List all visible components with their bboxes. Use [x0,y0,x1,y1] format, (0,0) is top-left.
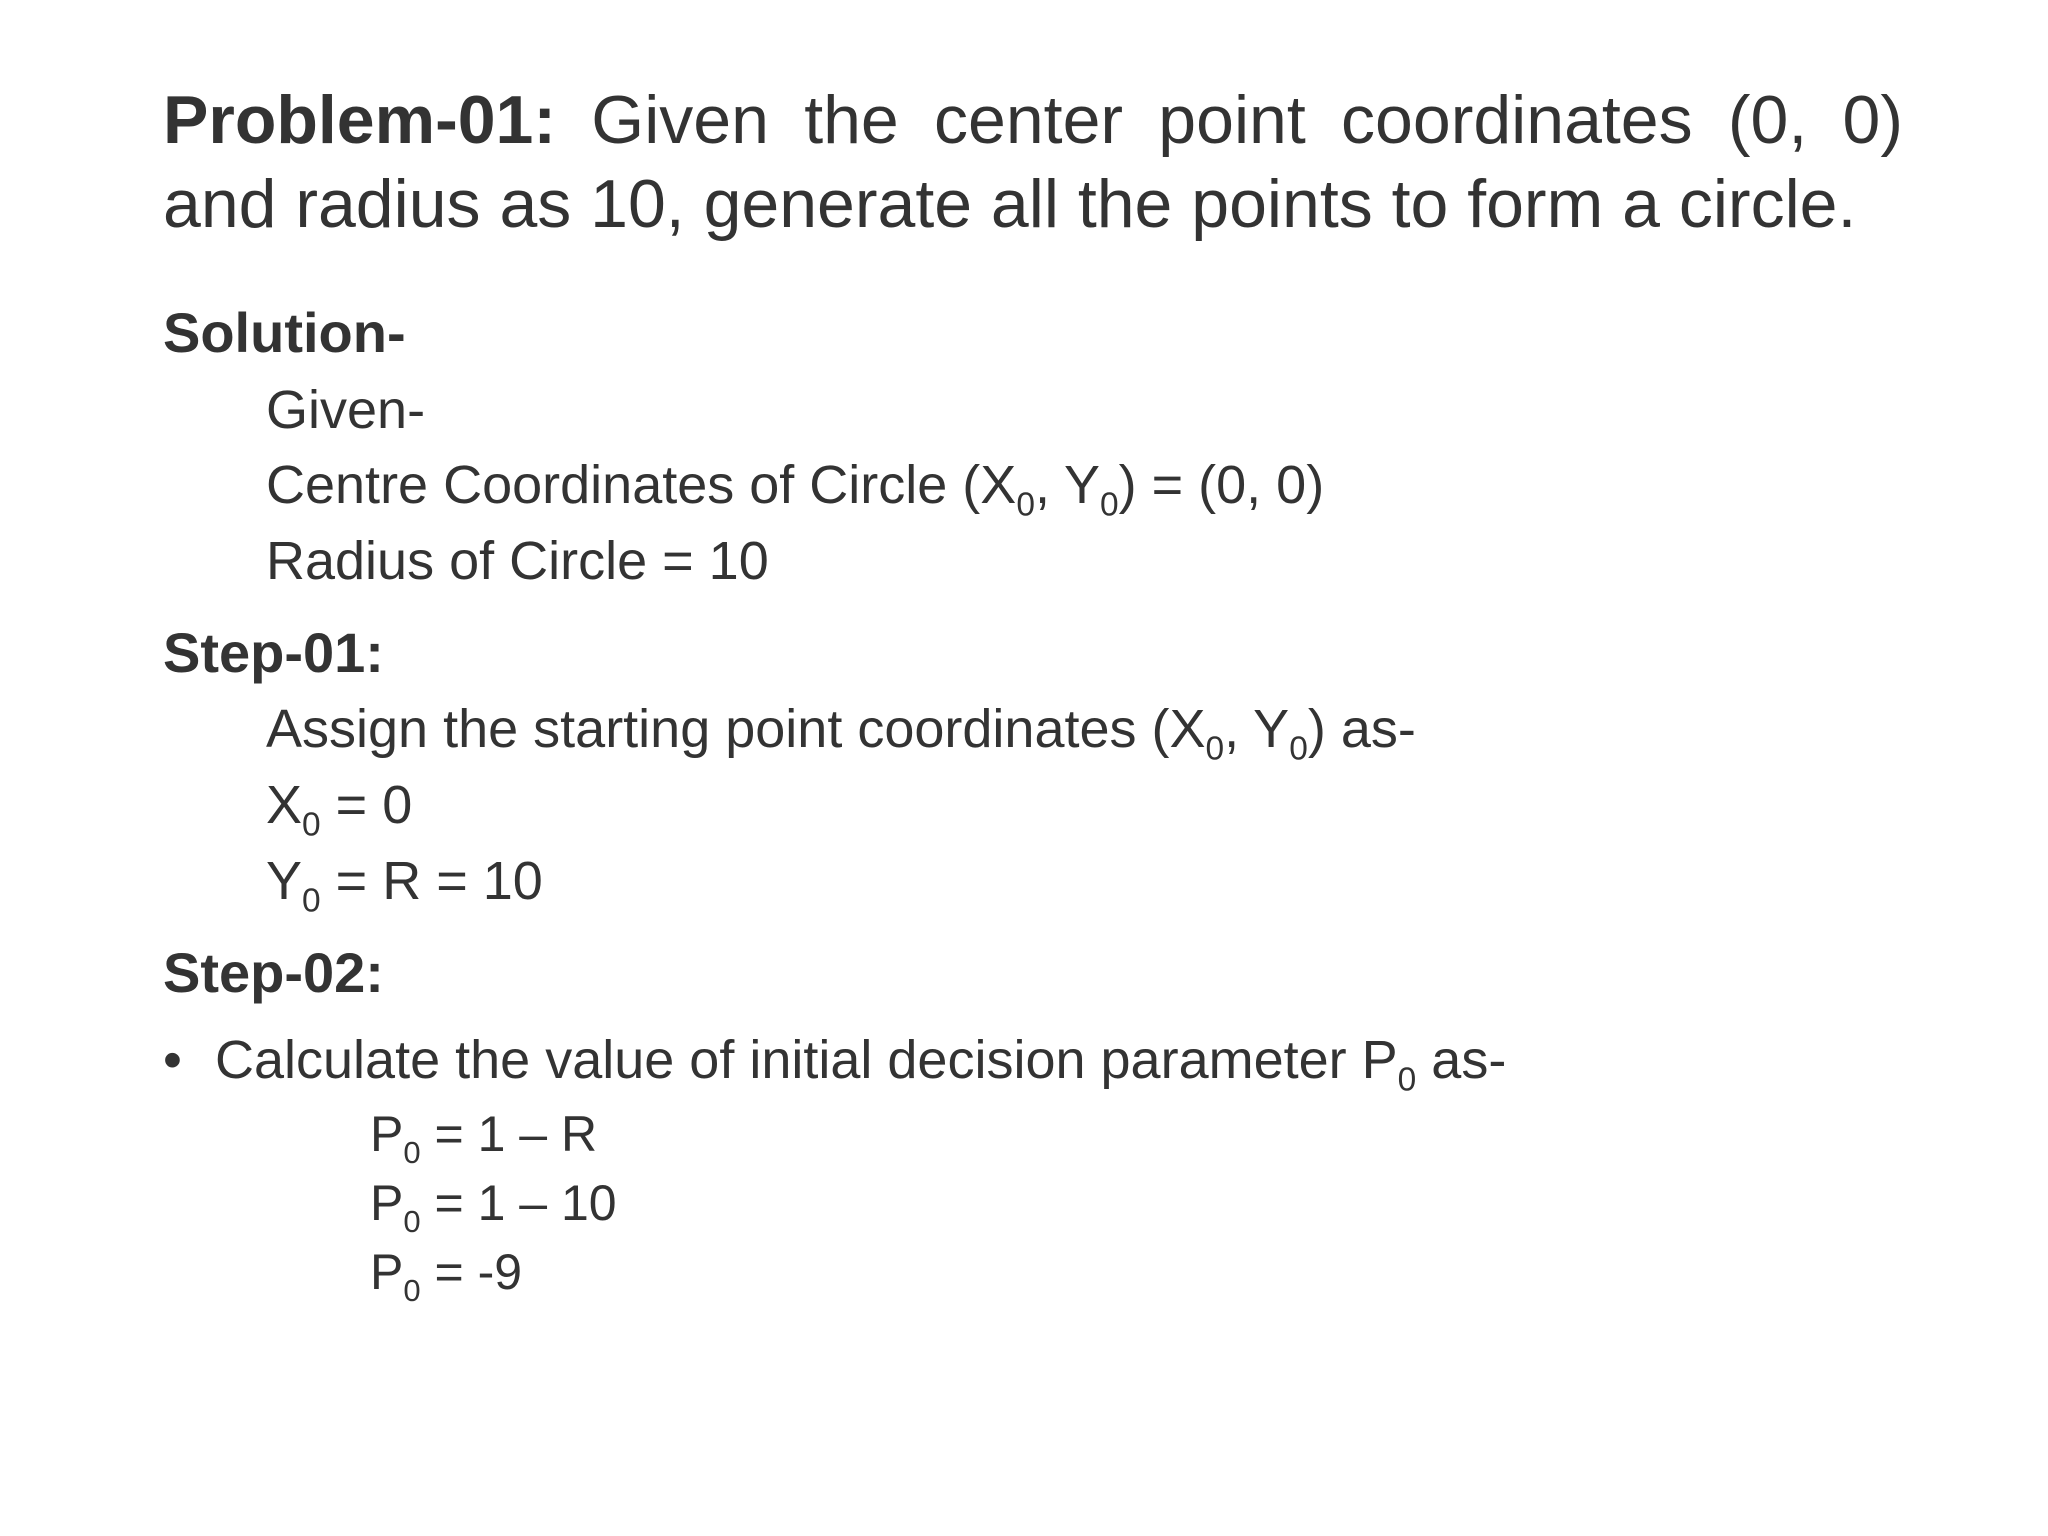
assign-subscript-y: 0 [1289,730,1308,768]
p0-var: P [370,1175,404,1231]
step-02-heading: Step-02: [163,941,384,1004]
centre-prefix: Centre Coordinates of Circle (X [266,455,1017,515]
calculate-bullet-line [163,1027,1507,1099]
bullet-icon: • [163,1030,182,1090]
calc-subscript: 0 [1397,1061,1417,1099]
problem-statement [163,78,1903,246]
x0-subscript: 0 [302,806,321,844]
calc-prefix: Calculate the value of initial decision parameter P [215,1030,1398,1090]
assign-suffix: ) as- [1307,699,1416,759]
p0-equation-2 [370,1172,617,1239]
centre-mid: , Y [1034,455,1100,515]
radius-line: Radius of Circle = 10 [266,531,769,591]
assign-subscript-x: 0 [1205,730,1225,768]
p0-equation-3 [370,1241,523,1308]
calc-suffix: as- [1416,1030,1507,1090]
p0-rest: = 1 – 10 [420,1175,617,1231]
centre-subscript-y: 0 [1100,486,1119,524]
p0-subscript: 0 [403,1203,421,1239]
step-01-heading: Step-01: [163,621,384,684]
x0-equation [266,772,413,844]
assign-prefix: Assign the starting point coordinates (X [266,699,1206,759]
p0-equation-1 [370,1103,598,1170]
x0-rest: = 0 [320,775,413,835]
centre-suffix: ) = (0, 0) [1118,455,1325,515]
p0-var: P [370,1244,404,1300]
centre-subscript-x: 0 [1016,486,1035,524]
p0-rest: = 1 – R [420,1106,598,1162]
y0-equation [266,848,543,920]
given-label: Given- [266,380,426,440]
p0-subscript: 0 [403,1134,421,1170]
x0-var: X [266,775,303,835]
y0-var: Y [266,851,303,911]
y0-rest: = R = 10 [320,851,543,911]
p0-var: P [370,1106,404,1162]
problem-text: Given the center point coordinates (0, 0) and radius as 10, generate all the points to form a circle. [163,82,1903,242]
centre-coordinates-line [266,452,1325,524]
solution-heading: Solution- [163,301,406,364]
assign-line [266,696,1416,768]
y0-subscript: 0 [302,882,321,920]
p0-rest: = -9 [420,1244,523,1300]
problem-label: Problem-01: [163,82,556,158]
assign-mid: , Y [1224,699,1290,759]
p0-subscript: 0 [403,1272,421,1308]
